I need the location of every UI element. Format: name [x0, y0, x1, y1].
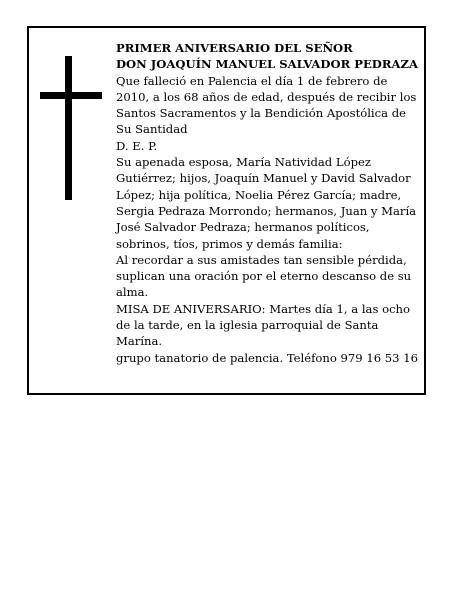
- death-info: Que falleció en Palencia el día 1 de febrero de 2010, a los 68 años de edad, después de recibir los Santos Sacramentos y la Bendición Apostólica de Su Santidad: [116, 73, 417, 137]
- rip-line: D. E. P.: [116, 138, 158, 153]
- prayer-request: Al recordar a sus amistades tan sensible pérdida, suplican una oración por el eterno descanso de su alma.: [116, 252, 412, 300]
- mass-info: MISA DE ANIVERSARIO: Martes día 1, a las ocho de la tarde, en la iglesia parroquial de Santa Marína.: [116, 301, 411, 349]
- notice-title-line2: DON JOAQUÍN MANUEL SALVADOR PEDRAZA: [116, 57, 418, 72]
- notice-text: [116, 40, 421, 366]
- notice-title-line1: PRIMER ANIVERSARIO DEL SEÑOR: [116, 41, 353, 55]
- family-list: Su apenada esposa, María Natividad López Gutiérrez; hijos, Joaquín Manuel y David Salvador López; hija política, Noelia Pérez García; madre, Sergia Pedraza Morrondo; hermanos, Juan y María José Salvador Pedraza; hermanos políticos, sobrinos, tíos, primos y demás familia:: [116, 155, 417, 251]
- obituary-notice: [27, 26, 426, 395]
- cross-vertical-bar: [65, 56, 72, 200]
- funeral-home-contact: grupo tanatorio de palencia. Teléfono 979 16 53 16: [116, 350, 418, 365]
- latin-cross-icon: [40, 56, 102, 200]
- cross-horizontal-bar: [40, 92, 102, 99]
